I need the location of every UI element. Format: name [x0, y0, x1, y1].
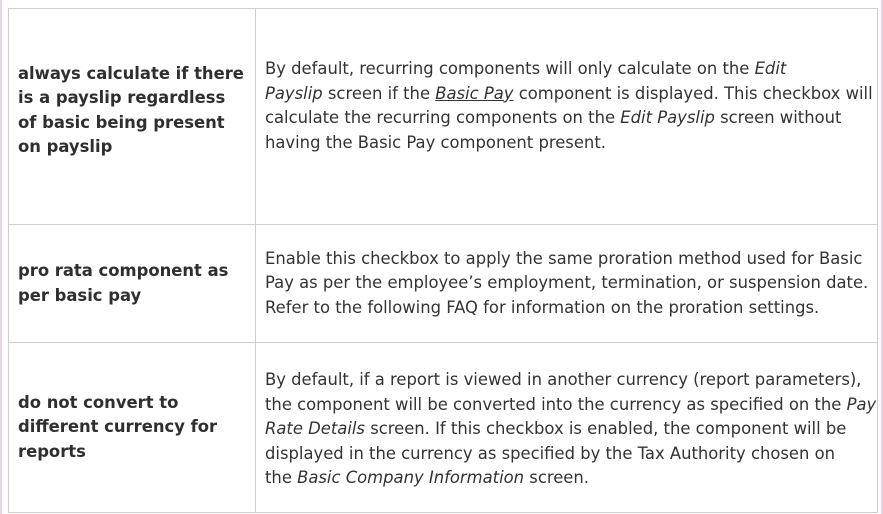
setting-name-cell	[9, 343, 256, 513]
emphasis-text: Basic Company Information	[297, 468, 525, 488]
description-line	[265, 82, 871, 107]
text-segment: Enable this checkbox to apply the same proration method used for Basic	[265, 248, 863, 268]
description-line	[265, 442, 871, 467]
text-segment: calculate the recurring components on the	[265, 108, 621, 128]
text-segment: displayed in the currency as specified by the Tax Authority chosen on	[265, 443, 836, 463]
text-segment: component is displayed. This checkbox will	[513, 83, 873, 103]
setting-description	[265, 368, 877, 491]
table-row	[9, 9, 878, 225]
setting-description-cell	[256, 225, 878, 343]
table-row	[9, 343, 878, 513]
setting-name-cell	[9, 9, 256, 225]
text-segment: screen.	[524, 468, 589, 488]
text-segment: Refer to the following FAQ for information on the proration settings.	[265, 297, 820, 317]
setting-name-cell	[9, 225, 256, 343]
setting-description-cell	[256, 9, 878, 225]
text-segment: By default, recurring components will only calculate on the	[265, 59, 755, 78]
description-line	[265, 106, 871, 131]
description-line	[265, 57, 871, 82]
settings-table	[8, 8, 878, 513]
setting-description	[265, 57, 871, 155]
text-segment: the component will be converted into the currency as specified on the	[265, 394, 847, 414]
description-line	[265, 271, 871, 296]
link-text[interactable]: Basic Pay	[435, 83, 514, 103]
description-line	[265, 393, 877, 418]
emphasis-text: Payslip	[265, 83, 323, 103]
description-line	[265, 296, 871, 321]
emphasis-text: Rate Details	[265, 419, 365, 439]
description-line	[265, 368, 871, 393]
text-segment: screen without	[714, 108, 842, 128]
description-line	[265, 247, 871, 272]
setting-name: always calculate if there is a payslip regardless of basic being present on payslip	[18, 63, 244, 156]
text-segment: the	[265, 468, 298, 488]
text-segment: screen. If this checkbox is enabled, the component will be	[364, 419, 847, 439]
setting-description	[265, 247, 871, 321]
emphasis-text: Pay	[846, 394, 877, 414]
setting-description-cell	[256, 343, 878, 513]
setting-name: pro rata component as per basic pay	[18, 261, 229, 305]
setting-name: do not convert to different currency for reports	[18, 392, 218, 461]
text-segment: having the Basic Pay component present.	[265, 132, 606, 152]
description-line	[265, 466, 871, 491]
emphasis-text: Edit Payslip	[620, 108, 715, 128]
description-line	[265, 131, 871, 156]
text-segment: screen if the	[322, 83, 436, 103]
description-line	[265, 417, 871, 442]
text-segment: Pay as per the employee’s employment, termination, or suspension date.	[265, 273, 869, 293]
table-row	[9, 225, 878, 343]
emphasis-text: Edit	[754, 59, 787, 78]
text-segment: By default, if a report is viewed in another currency (report parameters),	[265, 370, 862, 390]
